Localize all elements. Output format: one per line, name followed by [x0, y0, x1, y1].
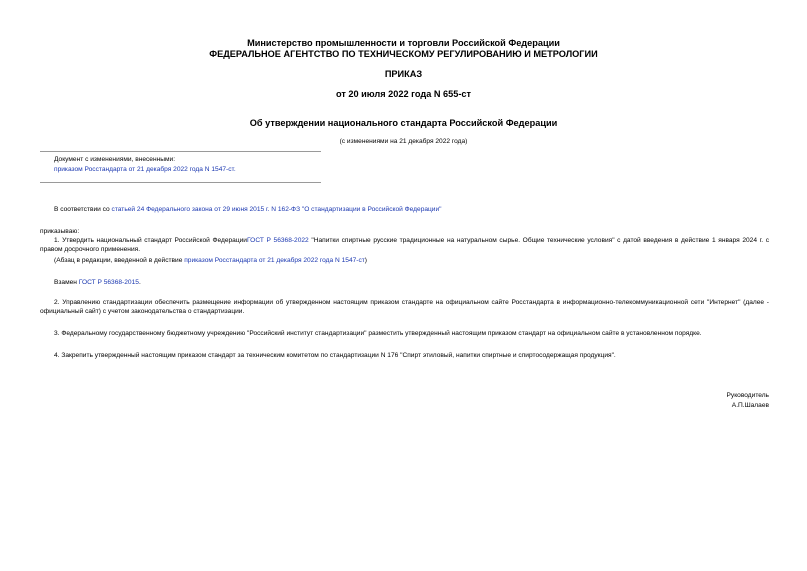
item-1-note-close: ) — [364, 257, 367, 264]
replacement-dot: . — [138, 279, 141, 286]
gost-2015-link[interactable]: ГОСТ Р 56368-2015 — [78, 279, 139, 286]
signatory-name: А.П.Шалаев — [731, 402, 769, 409]
doc-type: ПРИКАЗ — [384, 69, 423, 79]
item-2: 2. Управлению стандартизации обеспечить размещение информации об утвержденном настоящим приказом стандарте на официальном сайте Росстандарта в информационно-телекоммуникационной сети "Интернет" (далее - официальный сайт) с учетом законодательства о стандартизации. — [40, 299, 769, 315]
preamble — [54, 205, 442, 214]
preamble-text: В соответствии со — [54, 206, 112, 213]
item-1-note — [54, 256, 367, 265]
doc-subject: Об утверждении национального стандарта Российской Федерации — [249, 118, 558, 128]
changes-top-divider — [40, 151, 321, 152]
item-1-text: 1. Утвердить национальный стандарт Российской Федерации — [54, 237, 247, 244]
signatory-title: Руководитель — [726, 392, 769, 399]
changes-link[interactable]: приказом Росстандарта от 21 декабря 2022 года N 1547-ст. — [54, 166, 236, 173]
doc-date-number: от 20 июля 2022 года N 655-ст — [335, 89, 472, 99]
item-1 — [40, 236, 769, 254]
law-link[interactable]: статьей 24 Федерального закона от 29 июня 2015 г. N 162-ФЗ "О стандартизации в Российской Федерации" — [111, 206, 442, 213]
item-3: 3. Федеральному государственному бюджетному учреждению "Российский институт стандартизации" разместить утвержденный настоящим приказом стандарт на официальном сайте в установленном порядке. — [54, 330, 702, 337]
replacement-line — [54, 278, 141, 287]
ministry-title: Министерство промышленности и торговли Российской Федерации — [247, 38, 560, 48]
amendment-order-link[interactable]: приказом Росстандарта от 21 декабря 2022 года N 1547-ст — [184, 257, 365, 264]
replacement-text: Взамен — [54, 279, 79, 286]
item-1-note-text: (Абзац в редакции, введенной в действие — [54, 257, 185, 264]
order-word: приказываю: — [40, 228, 80, 235]
changes-label: Документ с изменениями, внесенными: — [54, 156, 176, 163]
item-4: 4. Закрепить утвержденный настоящим приказом стандарт за техническим комитетом по стандартизации N 176 "Спирт этиловый, напитки спиртные и спиртосодержащая продукция". — [54, 352, 616, 359]
gost-2022-link[interactable]: ГОСТ Р 56368-2022 — [246, 237, 309, 244]
item-1-rest: "Напитки спиртные русские традиционные на натуральном сырье. Общие технические условия" с датой введения в действие 1 января 2024 г. с правом досрочного применения. — [40, 237, 769, 253]
amendments-note: (с изменениями на 21 декабря 2022 года) — [339, 138, 468, 145]
changes-bottom-divider — [40, 182, 321, 183]
agency-title: ФЕДЕРАЛЬНОЕ АГЕНТСТВО ПО ТЕХНИЧЕСКОМУ РЕГУЛИРОВАНИЮ И МЕТРОЛОГИИ — [209, 49, 598, 59]
